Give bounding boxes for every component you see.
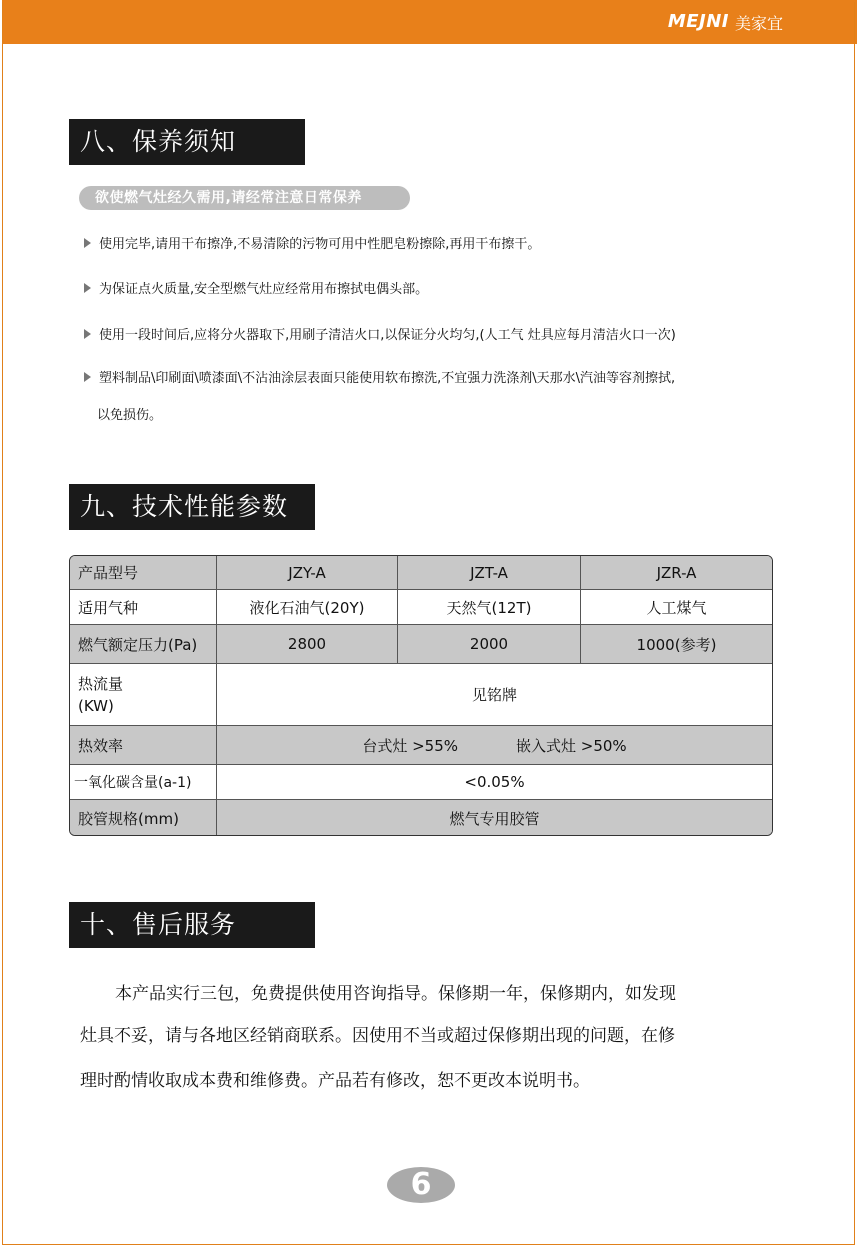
table-cell: 见铭牌 bbox=[471, 686, 517, 704]
triangle-bullet-icon bbox=[84, 372, 91, 382]
table-cell: 产品型号 bbox=[70, 556, 217, 589]
table-cell: 胶管规格(mm) bbox=[70, 800, 217, 836]
triangle-bullet-icon bbox=[84, 283, 91, 293]
table-cell: 2000 bbox=[398, 625, 581, 663]
maintenance-bullet-continuation: 以免损伤。 bbox=[97, 408, 163, 423]
maintenance-bullet: 为保证点火质量,安全型燃气灶应经常用布擦拭电偶头部。 bbox=[84, 281, 428, 299]
page-number: 6 bbox=[387, 1167, 455, 1203]
table-row-heat-flow bbox=[70, 664, 772, 726]
service-paragraph-line: 本产品实行三包，免费提供使用咨询指导。保修期一年，保修期内，如发现 bbox=[115, 984, 676, 1004]
table-cell: JZT-A bbox=[398, 556, 581, 589]
section-9-title: 九、技术性能参数 bbox=[69, 484, 315, 530]
spec-table bbox=[69, 555, 773, 836]
table-cell: JZR-A bbox=[656, 563, 697, 582]
maintenance-bullet: 塑料制品\印刷面\喷漆面\不沾油涂层表面只能使用软布擦洗,不宜强力洗涤剂\天那水\汽油等容剂擦拭, bbox=[84, 370, 675, 388]
table-cell: 燃气专用胶管 bbox=[449, 809, 540, 828]
brand-logo: MEJNI bbox=[667, 11, 729, 32]
triangle-bullet-icon bbox=[84, 238, 91, 248]
table-row-pressure bbox=[70, 625, 772, 664]
maintenance-bullet: 使用完毕,请用干布擦净,不易清除的污物可用中性肥皂粉擦除,再用干布擦干。 bbox=[84, 236, 540, 254]
table-cell: 人工煤气 bbox=[646, 598, 707, 617]
table-cell: 2800 bbox=[217, 625, 398, 663]
service-paragraph-line: 灶具不妥，请与各地区经销商联系。因使用不当或超过保修期出现的问题，在修 bbox=[80, 1026, 675, 1046]
table-cell: 天然气(12T) bbox=[398, 590, 581, 624]
section-8-title: 八、保养须知 bbox=[69, 119, 305, 165]
maintenance-subtitle: 欲使燃气灶经久需用,请经常注意日常保养 bbox=[79, 186, 410, 210]
table-row-hose bbox=[70, 800, 772, 836]
maintenance-bullet: 使用一段时间后,应将分火器取下,用刷子清洁火口,以保证分火均匀,(人工气 灶具应每月清洁火口一次) bbox=[84, 327, 676, 345]
table-row-gas-type bbox=[70, 590, 772, 625]
table-row-efficiency bbox=[70, 726, 772, 765]
table-cell: 1000(参考) bbox=[636, 635, 717, 654]
triangle-bullet-icon bbox=[84, 329, 91, 339]
section-10-title: 十、售后服务 bbox=[69, 902, 315, 948]
table-row-co bbox=[70, 765, 772, 800]
table-cell: 热流量 (KW) bbox=[70, 664, 217, 725]
brand-name-cn: 美家宜 bbox=[735, 14, 784, 33]
table-cell: 适用气种 bbox=[70, 590, 217, 624]
table-cell: JZY-A bbox=[217, 556, 398, 589]
table-cell: 燃气额定压力(Pa) bbox=[70, 625, 217, 663]
service-paragraph-line: 理时酌情收取成本费和维修费。产品若有修改，恕不更改本说明书。 bbox=[80, 1071, 590, 1091]
table-cell: 台式灶 >55% 嵌入式灶 >50% bbox=[362, 736, 627, 755]
table-cell: 热效率 bbox=[70, 726, 217, 764]
table-cell: 一氧化碳含量(a-1) bbox=[70, 765, 217, 799]
table-cell: <0.05% bbox=[464, 773, 525, 791]
table-cell: 液化石油气(20Y) bbox=[217, 590, 398, 624]
table-row-model bbox=[70, 556, 772, 590]
